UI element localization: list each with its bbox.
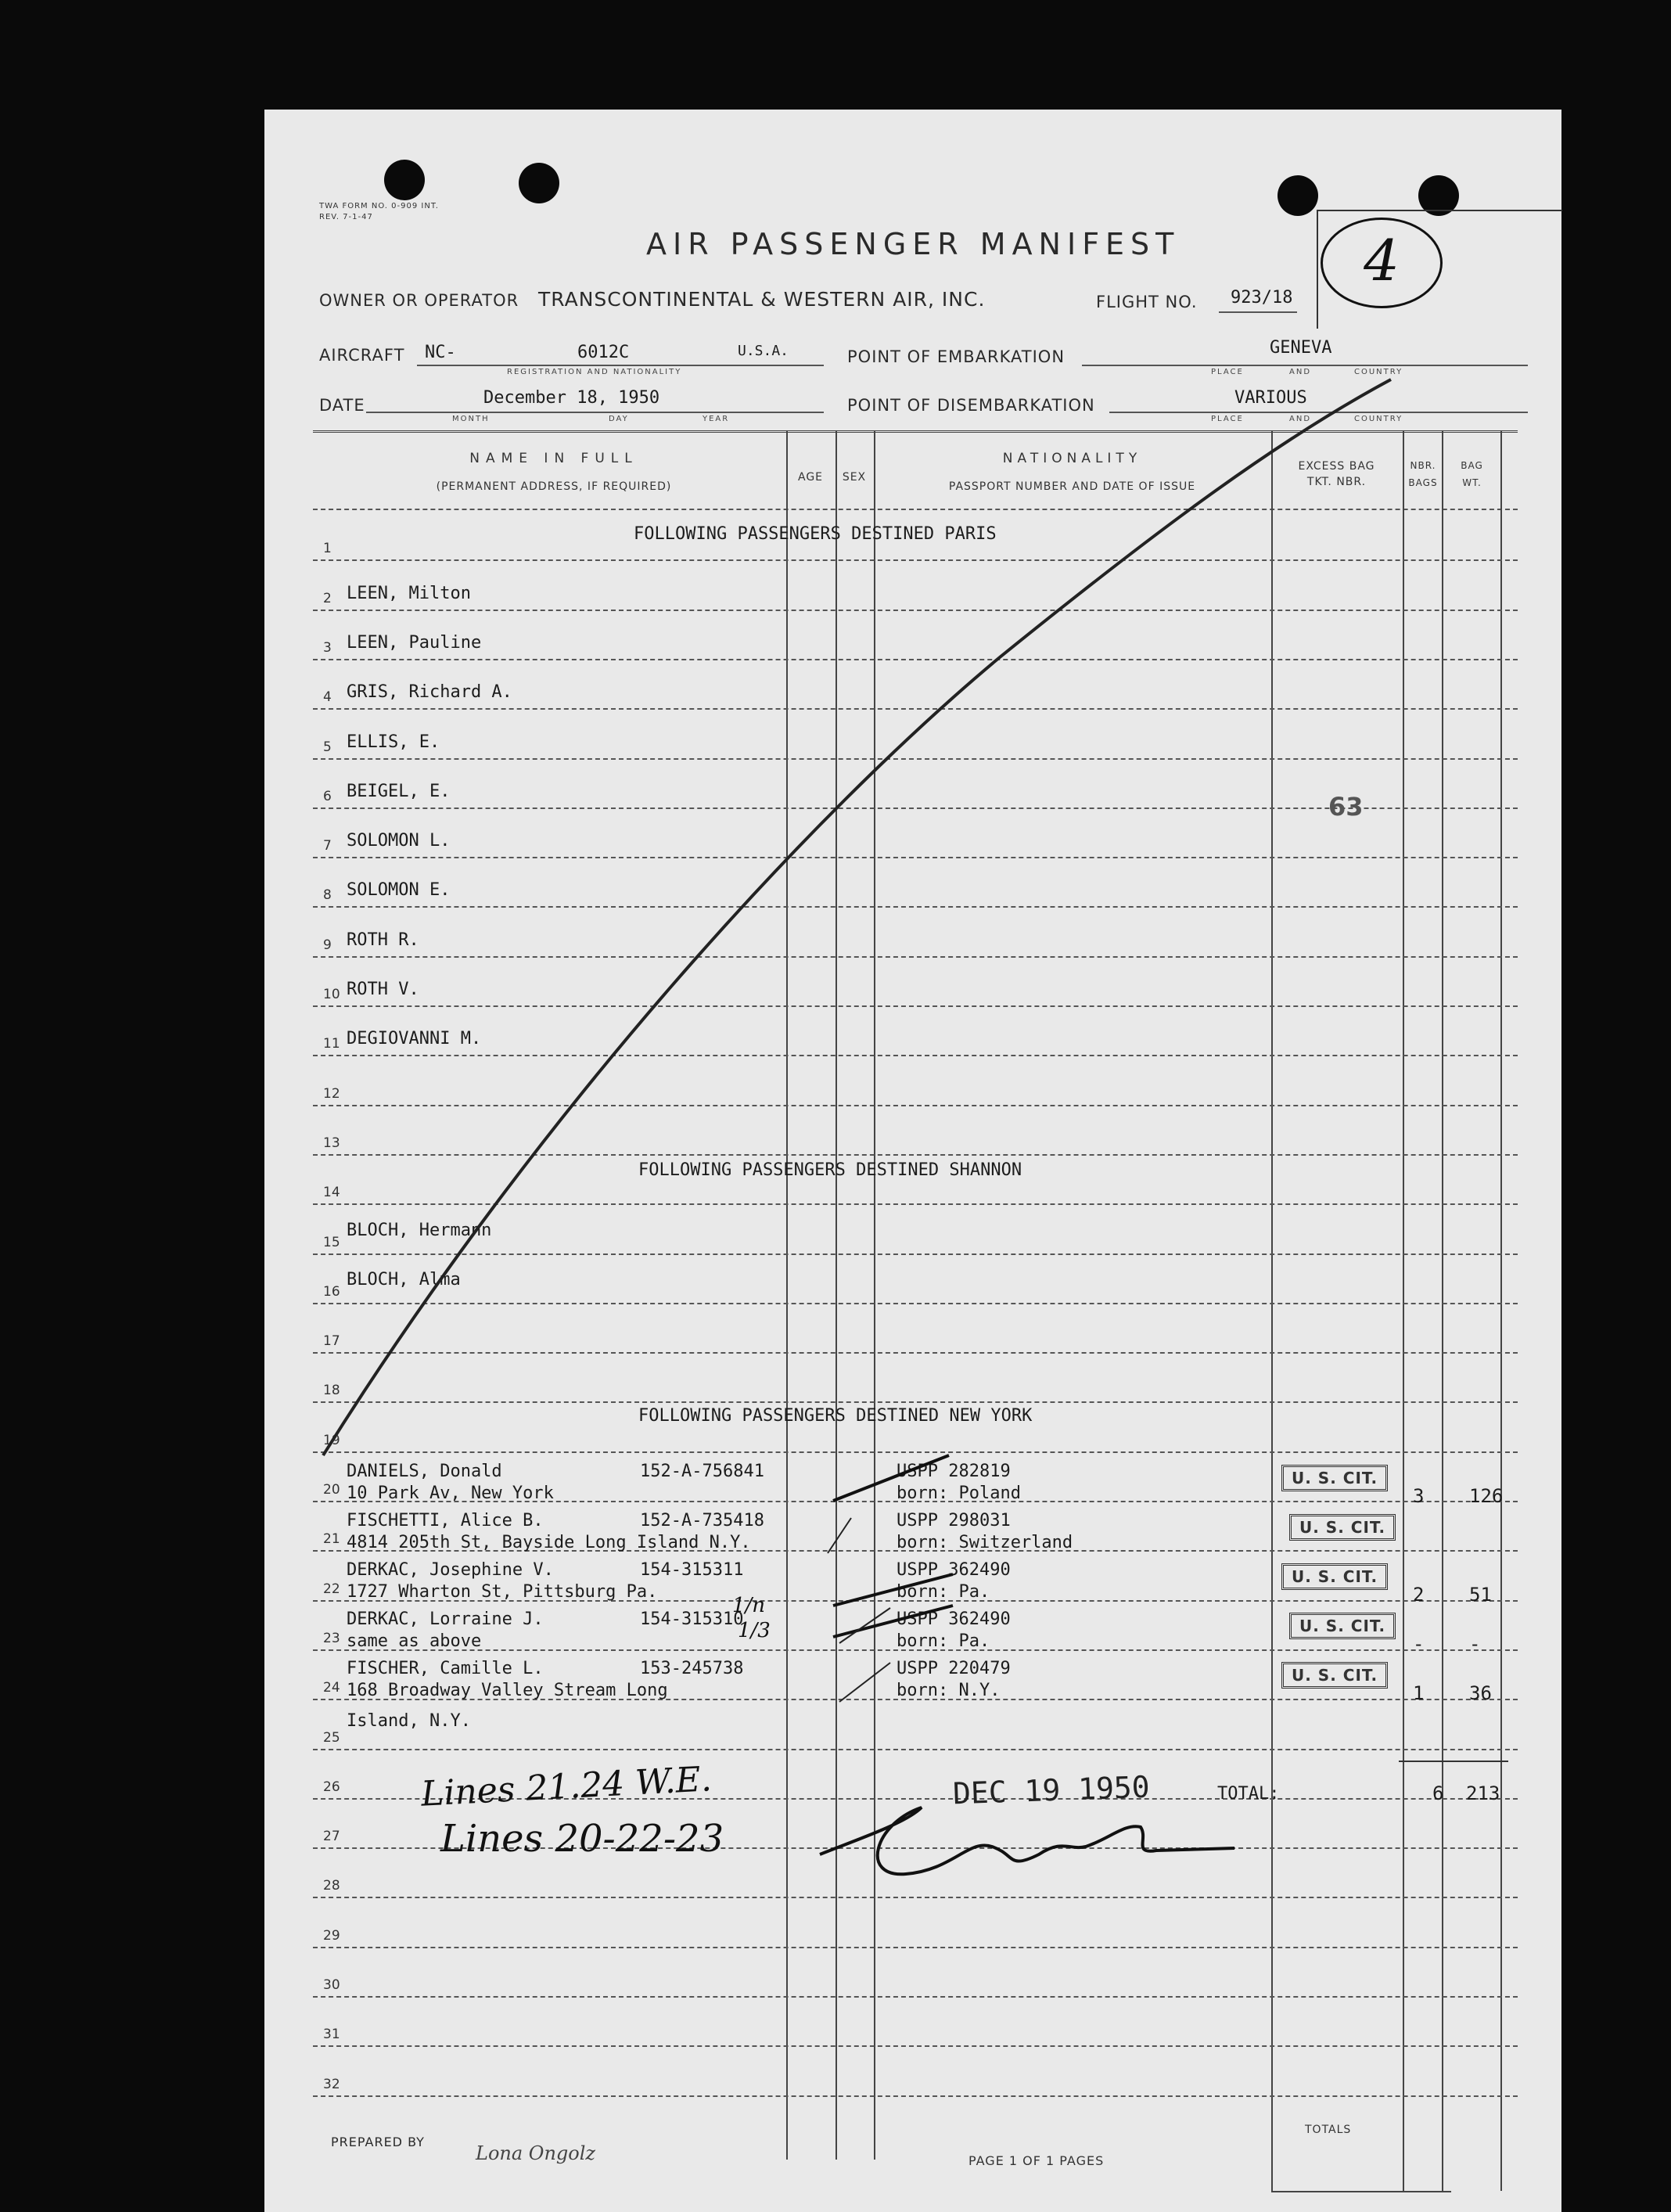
svg-text:1/n: 1/n	[732, 1594, 766, 1617]
section-paris: FOLLOWING PASSENGERS DESTINED PARIS	[634, 524, 997, 544]
ticket-number: 152-A-756841	[640, 1462, 764, 1481]
birthplace: born: N.Y.	[897, 1681, 1001, 1700]
embark-label: POINT OF EMBARKATION	[847, 347, 1065, 366]
col-header-sex: SEX	[842, 471, 867, 484]
col-header-name: NAME IN FULL	[469, 451, 638, 466]
line-number: 12	[323, 1085, 340, 1102]
col-header-name-sub: (PERMANENT ADDRESS, IF REQUIRED)	[436, 480, 672, 493]
line-number: 31	[323, 2027, 340, 2043]
totals-footer-box	[1271, 2191, 1451, 2192]
passenger-name: ROTH R.	[347, 930, 419, 950]
line-number: 22	[323, 1581, 340, 1597]
ticket-number: 154-315311	[640, 1560, 744, 1580]
passenger-name: DEGIOVANNI M.	[347, 1029, 482, 1049]
and-sublabel: AND	[1289, 415, 1312, 423]
line-number: 13	[323, 1135, 340, 1151]
row-line	[313, 1947, 1518, 1948]
row-line	[313, 2045, 1518, 2047]
passenger-name: ROTH V.	[347, 980, 419, 999]
month-sublabel: MONTH	[452, 415, 490, 423]
date-stamp: DEC 19 1950	[952, 1769, 1151, 1811]
passenger-address: 4814 205th St, Bayside Long Island N.Y.	[347, 1533, 751, 1552]
country-sublabel: COUNTRY	[1354, 415, 1403, 423]
line-number: 27	[323, 1829, 340, 1845]
embark-value: GENEVA	[1270, 338, 1332, 358]
bag-count: 3	[1413, 1485, 1425, 1507]
ticket-number: 153-245738	[640, 1659, 744, 1678]
citizenship-stamp: U. S. CIT.	[1281, 1465, 1388, 1491]
page-count: PAGE 1 OF 1 PAGES	[968, 2153, 1105, 2168]
row-line	[313, 1996, 1518, 1998]
line-number: 20	[323, 1482, 340, 1498]
birthplace: born: Pa.	[897, 1582, 990, 1602]
passenger-name: LEEN, Pauline	[347, 632, 482, 653]
bag-count: -	[1413, 1633, 1425, 1655]
passenger-name: BLOCH, Alma	[347, 1269, 461, 1289]
passenger-address: same as above	[347, 1631, 482, 1651]
col-header-excess-sub: TKT. NBR.	[1306, 476, 1367, 488]
aircraft-registration: 6012C	[577, 343, 630, 362]
and-sublabel: AND	[1289, 368, 1312, 376]
form-revision: REV. 7-1-47	[319, 213, 373, 221]
col-header-nationality-sub: PASSPORT NUMBER AND DATE OF ISSUE	[948, 480, 1196, 493]
line-number: 19	[323, 1432, 340, 1448]
place-sublabel: PLACE	[1211, 415, 1244, 423]
section-newyork: FOLLOWING PASSENGERS DESTINED NEW YORK	[638, 1406, 1033, 1426]
col-header-nbr: NBR.	[1410, 460, 1436, 471]
passenger-name: BLOCH, Hermann	[347, 1220, 492, 1240]
ticket-strike-marks	[264, 110, 1561, 1831]
flight-label: FLIGHT NO.	[1096, 293, 1198, 311]
line-number: 6	[323, 788, 332, 804]
ticket-number: 152-A-735418	[640, 1511, 764, 1530]
line-number: 14	[323, 1185, 340, 1201]
date-label: DATE	[319, 396, 365, 415]
passenger-name: GRIS, Richard A.	[347, 682, 512, 703]
line-number: 1	[323, 541, 332, 557]
passport-number: USPP 298031	[897, 1511, 1011, 1530]
prepared-by-label: PREPARED BY	[331, 2135, 425, 2149]
col-header-nbr-sub: BAGS	[1408, 477, 1438, 488]
citizenship-stamp: U. S. CIT.	[1289, 1514, 1396, 1541]
line-number: 11	[323, 1036, 340, 1052]
passport-number: USPP 362490	[897, 1610, 1011, 1629]
prepared-by-name: Lona Ongolz	[476, 2142, 596, 2164]
line-number: 4	[323, 689, 332, 706]
line-number: 24	[323, 1680, 340, 1696]
birthplace: born: Poland	[897, 1484, 1021, 1503]
passenger-name: SOLOMON L.	[347, 831, 451, 851]
col-header-bag: BAG	[1461, 460, 1483, 471]
ny-extra-line: Island, N.Y.	[347, 1711, 471, 1731]
line-number: 5	[323, 739, 332, 755]
line-number: 15	[323, 1234, 340, 1250]
line-number: 16	[323, 1283, 340, 1300]
disembark-label: POINT OF DISEMBARKATION	[847, 396, 1095, 415]
line-number: 8	[323, 887, 332, 904]
manifest-sheet	[264, 110, 1561, 2212]
excess-baggage-value: 63	[1328, 792, 1364, 822]
total-label: TOTAL:	[1217, 1784, 1280, 1804]
birthplace: born: Switzerland	[897, 1533, 1073, 1552]
line-number: 18	[323, 1383, 340, 1399]
line-number: 2	[323, 590, 332, 606]
owner-value: TRANSCONTINENTAL & WESTERN AIR, INC.	[538, 288, 986, 311]
line-number: 3	[323, 639, 332, 656]
passenger-name: SOLOMON E.	[347, 880, 451, 901]
disembark-value: VARIOUS	[1234, 388, 1307, 408]
line-number: 28	[323, 1878, 340, 1894]
passenger-name: FISCHER, Camille L.	[347, 1659, 544, 1678]
passenger-name: LEEN, Milton	[347, 583, 471, 603]
citizenship-stamp: U. S. CIT.	[1281, 1563, 1388, 1590]
aircraft-sublabel: REGISTRATION AND NATIONALITY	[507, 368, 682, 376]
passenger-address: 168 Broadway Valley Stream Long	[347, 1681, 668, 1700]
passenger-name: BEIGEL, E.	[347, 781, 451, 801]
form-number: TWA FORM NO. 0-909 INT.	[319, 202, 439, 210]
line-number: 7	[323, 838, 332, 854]
passenger-name: DERKAC, Josephine V.	[347, 1560, 554, 1580]
handwritten-note-2: Lines 20-22-23	[440, 1817, 724, 1861]
sheet-number: 4	[1364, 228, 1400, 293]
total-weight: 213	[1466, 1782, 1500, 1804]
ticket-number: 154-315310	[640, 1610, 744, 1629]
line-number: 30	[323, 1977, 340, 1993]
line-number: 9	[323, 937, 332, 953]
row-line	[313, 2095, 1518, 2097]
row-line	[313, 1897, 1518, 1898]
col-header-nationality: NATIONALITY	[1002, 451, 1142, 466]
bag-weight: 36	[1469, 1682, 1492, 1704]
handwritten-note-1: Lines 21.24 W.E.	[419, 1759, 713, 1815]
total-bags: 6	[1432, 1782, 1444, 1804]
line-number: 21	[323, 1531, 340, 1548]
line-number: 25	[323, 1729, 340, 1746]
citizenship-stamp: U. S. CIT.	[1289, 1613, 1396, 1639]
page-title: AIR PASSENGER MANIFEST	[646, 227, 1180, 261]
line-number: 23	[323, 1630, 340, 1646]
passenger-name: DANIELS, Donald	[347, 1462, 502, 1481]
col-header-age: AGE	[797, 471, 824, 484]
line-number: 29	[323, 1927, 340, 1944]
day-sublabel: DAY	[609, 415, 629, 423]
svg-text:1/3: 1/3	[738, 1619, 771, 1642]
totals-footer-label: TOTALS	[1305, 2124, 1352, 2136]
passenger-name: ELLIS, E.	[347, 732, 440, 752]
passenger-address: 10 Park Av, New York	[347, 1484, 554, 1503]
bag-weight: 126	[1469, 1485, 1504, 1507]
passport-number: USPP 282819	[897, 1462, 1011, 1481]
bag-weight: -	[1469, 1633, 1481, 1655]
aircraft-label: AIRCRAFT	[319, 346, 405, 365]
line-number: 10	[323, 987, 340, 1002]
birthplace: born: Pa.	[897, 1631, 990, 1651]
place-sublabel: PLACE	[1211, 368, 1244, 376]
passenger-address: 1727 Wharton St, Pittsburg Pa.	[347, 1582, 658, 1602]
date-value: December 18, 1950	[483, 388, 660, 408]
year-sublabel: YEAR	[703, 415, 730, 423]
line-number: 26	[323, 1779, 340, 1795]
passenger-name: FISCHETTI, Alice B.	[347, 1511, 544, 1530]
bag-weight: 51	[1469, 1584, 1492, 1606]
aircraft-prefix: NC-	[425, 343, 456, 362]
line-number: 17	[323, 1333, 340, 1350]
col-header-excess: EXCESS BAG	[1298, 460, 1375, 473]
aircraft-country: U.S.A.	[738, 343, 789, 359]
country-sublabel: COUNTRY	[1354, 368, 1403, 376]
passport-number: USPP 220479	[897, 1659, 1011, 1678]
bag-count: 1	[1413, 1682, 1425, 1704]
line-number: 32	[323, 2076, 340, 2092]
section-shannon: FOLLOWING PASSENGERS DESTINED SHANNON	[638, 1160, 1022, 1180]
passport-number: USPP 362490	[897, 1560, 1011, 1580]
col-header-bag-sub: WT.	[1462, 477, 1482, 488]
owner-label: OWNER OR OPERATOR	[319, 291, 519, 310]
passenger-name: DERKAC, Lorraine J.	[347, 1610, 544, 1629]
citizenship-stamp: U. S. CIT.	[1281, 1662, 1388, 1689]
flight-number: 923/18	[1231, 288, 1293, 308]
signature-scribble	[812, 1792, 1250, 1894]
bag-count: 2	[1413, 1584, 1425, 1606]
